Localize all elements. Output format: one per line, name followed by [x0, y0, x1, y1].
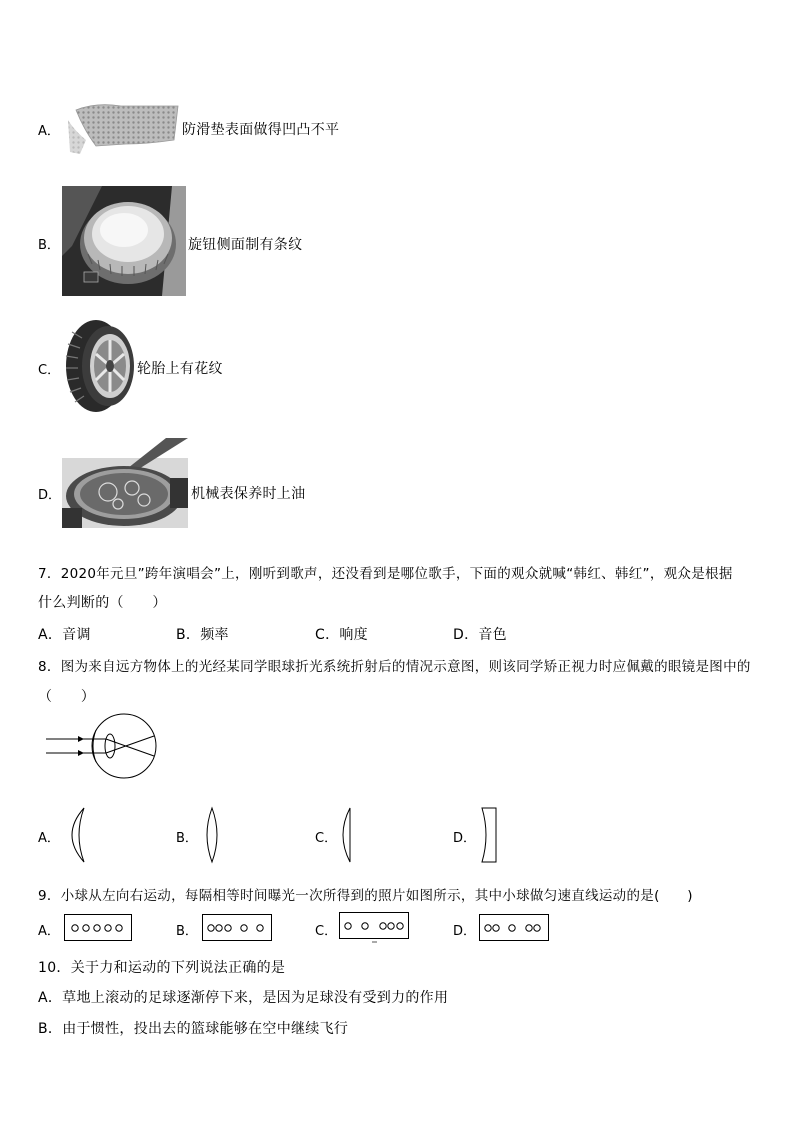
q9-photo-c: [339, 912, 409, 944]
q8-option-a-letter: A．: [38, 831, 60, 846]
q6-option-c-text: 轮胎上有花纹: [137, 361, 223, 377]
plano-concave-lens-icon: [478, 806, 500, 864]
q7-stem-line2: 什么判断的（ ）: [38, 595, 167, 611]
q7-option-d: D．音色: [453, 627, 507, 643]
q9-option-d-letter: D．: [453, 924, 477, 939]
tire-image: [62, 318, 136, 414]
eye-diagram: [44, 712, 162, 780]
q9-option-b-letter: B．: [176, 924, 198, 939]
q10-stem: 10．关于力和运动的下列说法正确的是: [38, 960, 286, 976]
q10-option-a: A．草地上滚动的足球逐渐停下来，是因为足球没有受到力的作用: [38, 990, 449, 1006]
q6-option-d-text: 机械表保养时上油: [191, 486, 306, 502]
q6-option-b-text: 旋钮侧面制有条纹: [188, 237, 303, 253]
convex-lens-icon: [202, 806, 222, 864]
q6-option-a-letter: A．: [38, 124, 60, 139]
q8-stem-line2: （ ）: [38, 689, 96, 705]
plano-convex-lens-icon: [336, 806, 356, 864]
q6-option-b-letter: B．: [38, 238, 60, 253]
q10-option-b: B．由于惯性，投出去的篮球能够在空中继续飞行: [38, 1021, 349, 1037]
q7-option-a: A．音调: [38, 627, 91, 643]
q9-option-c-letter: C．: [315, 924, 338, 939]
q8-option-b-letter: B．: [176, 831, 198, 846]
q8-option-c-letter: C．: [315, 831, 338, 846]
q9-option-a-letter: A．: [38, 924, 60, 939]
q9-photo-b: [202, 914, 272, 942]
q8-option-d-letter: D．: [453, 831, 477, 846]
q9-photo-d: [479, 914, 549, 942]
anti-slip-mat-image: [66, 100, 180, 156]
q9-stem: 9．小球从左向右运动，每隔相等时间曝光一次所得到的照片如图所示，其中小球做匀速直线运动的是( ): [38, 888, 693, 904]
knob-image: [62, 186, 186, 296]
q7-option-c: C．响度: [315, 627, 368, 643]
q7-option-b: B．频率: [176, 627, 229, 643]
q6-option-d-letter: D．: [38, 488, 62, 503]
mechanical-watch-image: [62, 438, 188, 536]
q7-stem-line1: 7．2020年元旦”跨年演唱会”上，刚听到歌声，还没看到是哪位歌手，下面的观众就喊“韩红、韩红”，观众是根据: [38, 566, 733, 582]
q6-option-c-letter: C．: [38, 363, 61, 378]
q8-stem-line1: 8．图为来自远方物体上的光经某同学眼球折光系统折射后的情况示意图，则该同学矫正视力时应佩戴的眼镜是图中的: [38, 659, 751, 675]
concave-meniscus-lens-icon: [60, 806, 90, 864]
q9-photo-a: [64, 914, 132, 942]
q6-option-a-text: 防滑垫表面做得凹凸不平: [182, 122, 340, 138]
